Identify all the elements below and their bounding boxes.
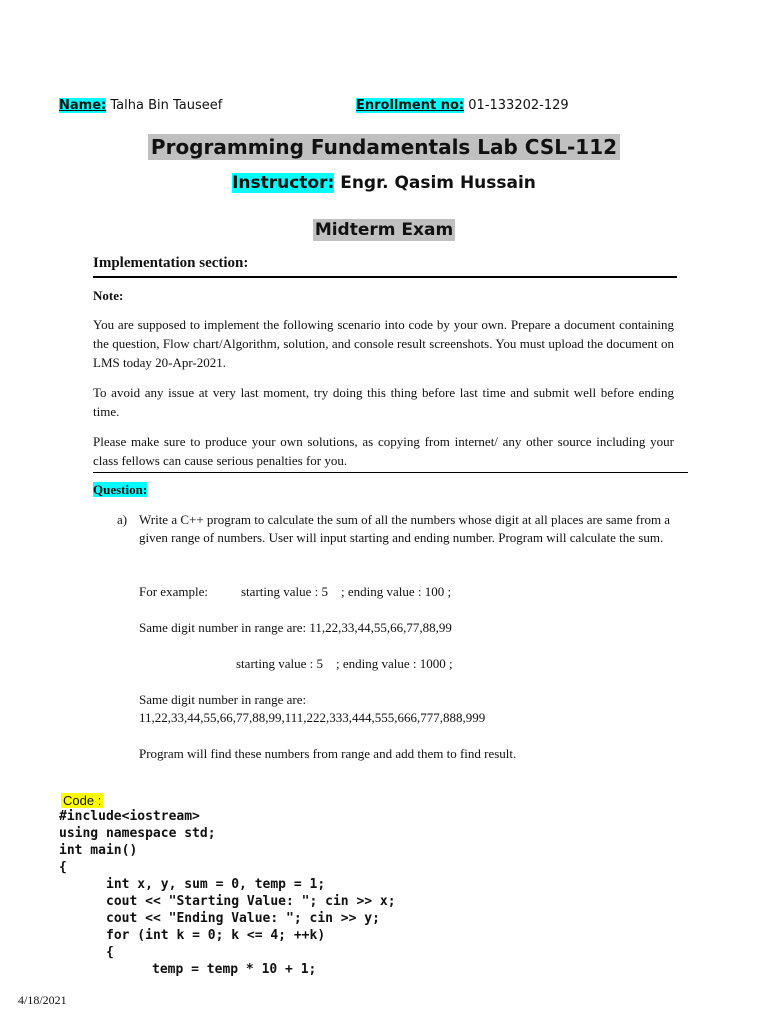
code-label-block [61,793,103,808]
code-line: for (int k = 0; k <= 4; ++k) [106,928,326,943]
find-result-text: Program will find these numbers from range and add them to find result. [139,746,517,761]
note-paragraph-2: To avoid any issue at very last moment, try doing this thing before last time and submit well before ending time. [93,385,674,419]
same-digit-result-2-label: Same digit number in range are: [139,692,307,707]
instructor-name: Engr. Qasim Hussain [340,173,536,193]
question-number: a) [117,512,128,527]
code-line: cout << "Starting Value: "; cin >> x; [106,894,396,909]
section-divider [93,472,688,473]
code-line: using namespace std; [59,826,216,841]
example-2-values: starting value : 5 ; ending value : 1000 ; [236,656,453,671]
code-line: int x, y, sum = 0, temp = 1; [106,877,326,892]
same-digit-result-1: Same digit number in range are: 11,22,33,44,55,66,77,88,99 [139,620,452,635]
enrollment-number: 01-133202-129 [468,98,569,113]
document-title: Programming Fundamentals Lab CSL-112 [148,134,620,160]
code-line: cout << "Ending Value: "; cin >> y; [106,911,380,926]
code-line: #include<iostream> [59,809,200,824]
document-title-block [0,135,768,159]
code-line: temp = temp * 10 + 1; [152,962,317,977]
note-paragraph-1: You are supposed to implement the following scenario into code by your own. Prepare a document containing the question, Flow chart/Algorithm, solution, and console result screenshots. You must upload the document on LMS today 20-Apr-2021. [93,317,674,370]
exam-title: Midterm Exam [314,220,454,240]
example-label: For example: [139,584,208,599]
exam-title-block [0,220,768,240]
student-name: Talha Bin Tauseef [110,98,223,113]
implementation-heading: Implementation section: [93,255,249,271]
code-line: { [59,860,67,875]
note-paragraph-3: Please make sure to produce your own solutions, as copying from internet/ any other source including your class fellows can cause serious penalties for you. [93,434,674,468]
code-line: { [106,945,114,960]
heading-divider [93,276,677,278]
code-line: int main() [59,843,138,858]
question-label-block [93,482,147,498]
enrollment-label: Enrollment no: [356,98,465,113]
student-name-line [59,98,222,113]
name-label: Name: [59,98,107,113]
question-label: Question: [93,482,148,497]
same-digit-result-2-list: 11,22,33,44,55,66,77,88,99,111,222,333,444,555,666,777,888,999 [139,710,486,725]
instructor-line [0,173,768,193]
footer-date: 4/18/2021 [18,993,67,1007]
enrollment-line [356,98,569,113]
note-label: Note: [93,288,124,303]
example-1-values: starting value : 5 ; ending value : 100 ; [241,584,452,599]
question-text: Write a C++ program to calculate the sum of all the numbers whose digit at all places are same from a given range of numbers. User will input starting and ending number. Program will calculate the sum. [139,512,671,545]
code-label: Code : [63,793,102,808]
instructor-label: Instructor: [232,173,335,193]
